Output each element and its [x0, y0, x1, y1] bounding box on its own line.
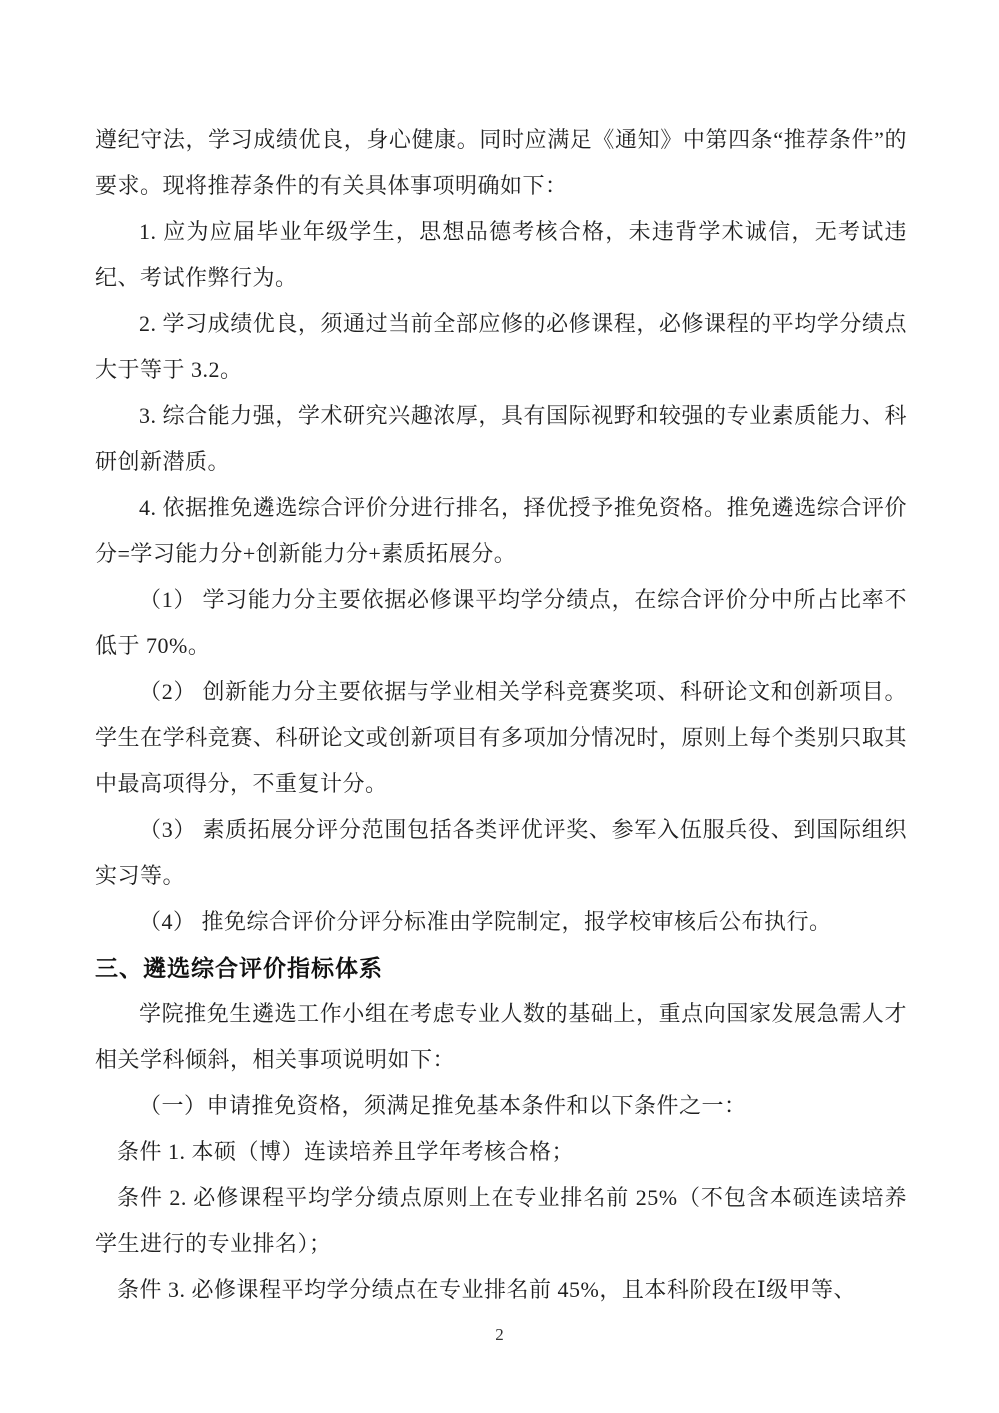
sub-item-3: （3） 素质拓展分评分范围包括各类评优评奖、参军入伍服兵役、到国际组织实习等。	[95, 817, 907, 888]
section-heading: 三、遴选综合评价指标体系	[95, 955, 383, 981]
numbered-item-2: 2. 学习成绩优良，须通过当前全部应修的必修课程，必修课程的平均学分绩点大于等于 3.2。	[95, 311, 907, 382]
section-intro: 学院推免生遴选工作小组在考虑专业人数的基础上，重点向国家发展急需人才相关学科倾斜，相关事项说明如下：	[95, 1001, 907, 1072]
paragraph-continuation: 遵纪守法，学习成绩优良，身心健康。同时应满足《通知》中第四条“推荐条件”的要求。现将推荐条件的有关具体事项明确如下：	[95, 127, 907, 198]
document-body	[95, 117, 907, 1313]
numbered-item-3: 3. 综合能力强，学术研究兴趣浓厚，具有国际视野和较强的专业素质能力、科研创新潜质。	[95, 403, 907, 474]
condition-item-3: 条件 3. 必修课程平均学分绩点在专业排名前 45%，且本科阶段在Ⅰ级甲等、	[117, 1277, 857, 1302]
condition-item-1: 条件 1. 本硕（博）连读培养且学年考核合格；	[117, 1139, 575, 1164]
sub-item-1: （1） 学习能力分主要依据必修课平均学分绩点，在综合评价分中所占比率不低于 70%。	[95, 587, 907, 658]
numbered-item-1: 1. 应为应届毕业年级学生，思想品德考核合格，未违背学术诚信，无考试违纪、考试作弊行为。	[95, 219, 907, 290]
condition-item-2: 条件 2. 必修课程平均学分绩点原则上在专业排名前 25%（不包含本硕连读培养学生进行的专业排名）；	[95, 1185, 907, 1256]
page-number: 2	[495, 1325, 504, 1344]
clause-heading-1: （一）申请推免资格，须满足推免基本条件和以下条件之一：	[139, 1093, 747, 1118]
sub-item-4: （4） 推免综合评价分评分标准由学院制定，报学校审核后公布执行。	[139, 909, 832, 934]
numbered-item-4: 4. 依据推免遴选综合评价分进行排名，择优授予推免资格。推免遴选综合评价分=学习能力分+创新能力分+素质拓展分。	[95, 495, 907, 566]
sub-item-2: （2） 创新能力分主要依据与学业相关学科竞赛奖项、科研论文和创新项目。学生在学科竞赛、科研论文或创新项目有多项加分情况时，原则上每个类别只取其中最高项得分，不重复计分。	[95, 679, 907, 796]
